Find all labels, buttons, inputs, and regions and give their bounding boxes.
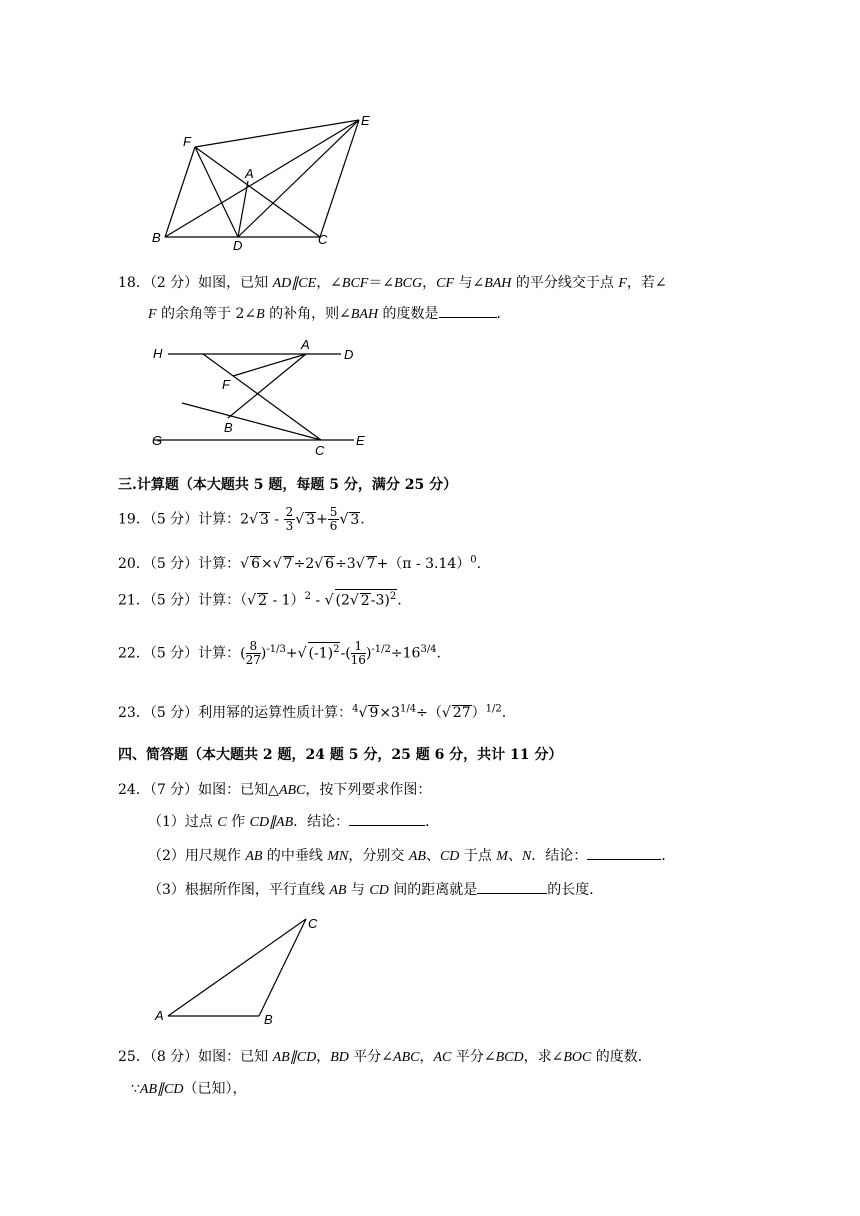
answer-blank[interactable]: [349, 813, 425, 826]
question-25-line2: ∵AB∥CD（已知），: [131, 1081, 247, 1097]
label-B: B: [224, 420, 233, 435]
label-E: E: [361, 113, 370, 128]
label-F: F: [183, 134, 191, 149]
question-19: 19．（5 分）计算：2√ 3 - $\frac{2}{3}$ √ 3+ $\frac{5}{6}$ √ 3.: [118, 505, 365, 533]
question-24-part3: （3）根据所作图，平行直线 AB 与 CD 间的距离就是 的长度．: [148, 882, 604, 898]
label-F: F: [222, 377, 230, 392]
answer-blank[interactable]: [587, 847, 661, 860]
question-21: 21．（5 分）计算：（√ 2 - 1）$^2$ - √ (2√ 2-3)$^2$.: [118, 591, 402, 609]
label-G: G: [152, 433, 163, 448]
question-24-stem: 24．（7 分）如图：已知△ABC，按下列要求作图：: [118, 782, 432, 798]
label-E: E: [356, 433, 365, 448]
triangle-figure-24: [148, 910, 338, 1030]
section-4-title: 四、简答题（本大题共 2 题，24 题 5 分，25 题 6 分，共计 11 分）: [118, 747, 563, 763]
question-24-part1: （1）过点 C 作 CD∥AB．结论： ．: [148, 814, 440, 830]
label-A: A: [301, 337, 310, 352]
question-22: 22．（5 分）计算：( $\frac{8}{27}$ )$^{-1/3}$+√ $(-1)^2-$( $\frac{1}{16}$ )$^{-1/2}\div 16^{3/4}$.: [118, 639, 441, 667]
label-A: A: [245, 166, 254, 181]
question-23: 23．（5 分）利用幂的运算性质计算：$^4$√ $9\times 3^{1/4}\div(√$ 27）$^{1/2}$.: [118, 703, 507, 721]
label-H: H: [153, 346, 163, 361]
question-20: 20．（5 分）计算：√ 6×√ 7÷2√ 6÷3√ 7+（π - 3.14）$^0$.: [118, 554, 482, 572]
label-C: C: [308, 916, 318, 931]
label-D: D: [233, 238, 243, 253]
section-3-title: 三.计算题（本大题共 5 题，每题 5 分，满分 25 分）: [118, 477, 458, 493]
label-C: C: [318, 232, 328, 247]
q18-math: AD∥CE: [272, 276, 317, 291]
label-C: C: [315, 443, 325, 458]
geometry-figure-17: [140, 108, 400, 258]
q18-text: 18．（2 分）如图，已知: [118, 275, 273, 291]
answer-blank[interactable]: [477, 881, 547, 894]
question-18-line1: 18．（2 分）如图，已知 AD∥CE，∠BCF＝∠BCG，CF 与∠BAH 的平分线交于点 F，若∠: [118, 275, 667, 291]
question-18-line2: F 的余角等于 2∠B 的补角，则∠BAH 的度数是 ．: [148, 306, 511, 322]
answer-blank[interactable]: [439, 305, 497, 318]
label-A: A: [155, 1008, 164, 1023]
question-25: 25．（8 分）如图：已知 AB∥CD，BD 平分∠ABC，AC 平分∠BCD，求∠BOC 的度数．: [118, 1049, 652, 1065]
label-B: B: [264, 1012, 273, 1027]
label-D: D: [344, 347, 354, 362]
label-B: B: [152, 230, 161, 245]
geometry-figure-18: [146, 335, 376, 460]
question-24-part2: （2）用尺规作 AB 的中垂线 MN，分别交 AB、CD 于点 M、N．结论： ．: [148, 848, 676, 864]
